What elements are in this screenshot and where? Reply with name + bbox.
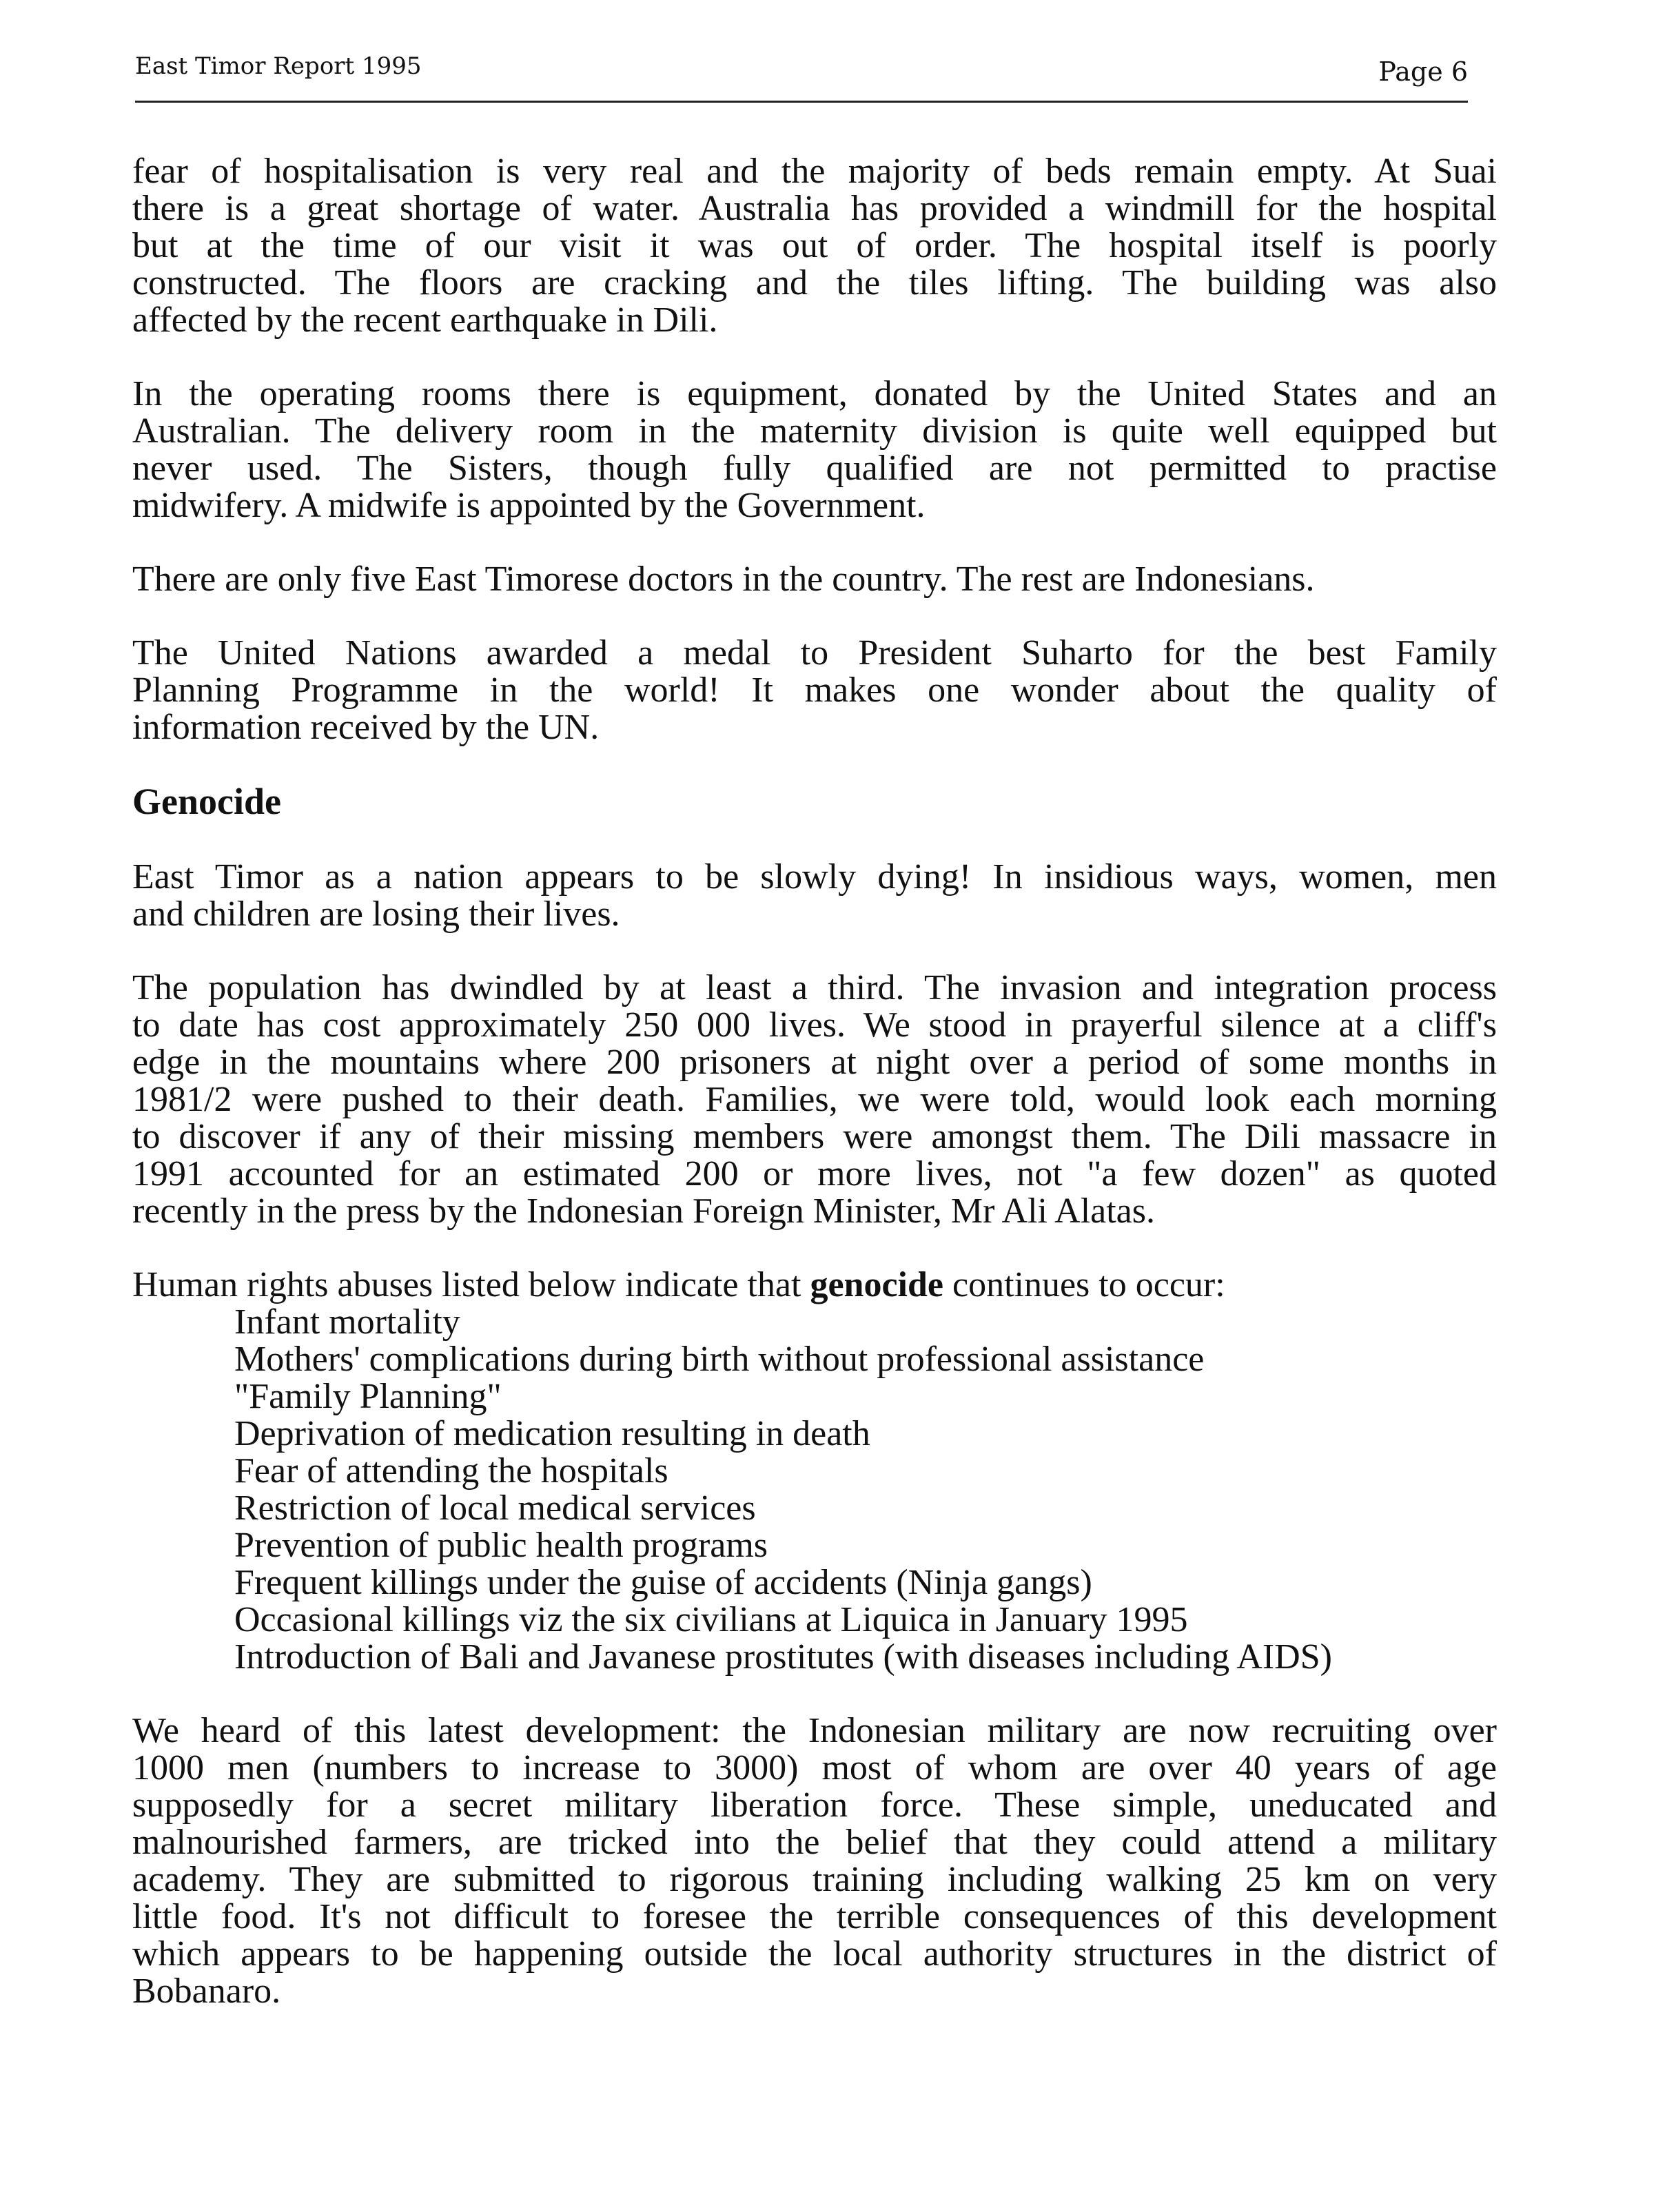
text-line: 1981/2 were pushed to their death. Families, we were told, would look each morning bbox=[132, 1080, 1497, 1119]
text-line: 1991 accounted for an estimated 200 or more lives, not "a few dozen" as quoted bbox=[132, 1154, 1497, 1194]
text-line: We heard of this latest development: the Indonesian military are now recruiting over bbox=[132, 1711, 1497, 1750]
abuses-intro-end: continues to occur: bbox=[943, 1265, 1225, 1304]
text-line: to discover if any of their missing members were amongst them. The Dili massacre in bbox=[132, 1117, 1497, 1156]
text-line: In the operating rooms there is equipment, donated by the United States and an bbox=[132, 374, 1497, 413]
text-line: malnourished farmers, are tricked into the belief that they could attend a military bbox=[132, 1823, 1497, 1862]
list-item: Fear of attending the hospitals bbox=[234, 1451, 668, 1491]
list-item: Prevention of public health programs bbox=[234, 1526, 768, 1565]
text-line: and children are losing their lives. bbox=[132, 894, 620, 934]
text-line: to date has cost approximately 250 000 lives. We stood in prayerful silence at a cliff's bbox=[132, 1005, 1497, 1045]
text-line: supposedly for a secret military liberation force. These simple, uneducated and bbox=[132, 1785, 1497, 1825]
text-line: Planning Programme in the world! It makes one wonder about the quality of bbox=[132, 670, 1497, 710]
abuses-intro-text: Human rights abuses listed below indicate that bbox=[132, 1265, 810, 1304]
paragraph-un-medal bbox=[132, 635, 1497, 746]
list-item: Occasional killings viz the six civilians at Liquica in January 1995 bbox=[234, 1600, 1188, 1639]
paragraph-operating-rooms bbox=[132, 376, 1497, 524]
text-line: Australian. The delivery room in the maternity division is quite well equipped but bbox=[132, 411, 1497, 451]
paragraph-population bbox=[132, 970, 1497, 1230]
text-line: recently in the press by the Indonesian Foreign Minister, Mr Ali Alatas. bbox=[132, 1191, 1155, 1231]
text-line: affected by the recent earthquake in Dili. bbox=[132, 300, 718, 340]
list-item: Infant mortality bbox=[234, 1302, 460, 1342]
list-item: Restriction of local medical services bbox=[234, 1488, 756, 1528]
paragraph-hospital-conditions bbox=[132, 153, 1497, 339]
text-line: but at the time of our visit it was out of order. The hospital itself is poorly bbox=[132, 226, 1497, 265]
text-line: little food. It's not difficult to foresee the terrible consequences of this development bbox=[132, 1897, 1497, 1936]
page-header bbox=[135, 48, 1468, 103]
list-item: Frequent killings under the guise of accidents (Ninja gangs) bbox=[234, 1563, 1092, 1602]
section-heading-genocide: Genocide bbox=[132, 781, 281, 822]
text-line: Bobanaro. bbox=[132, 1972, 281, 2011]
text-line: The population has dwindled by at least a third. The invasion and integration process bbox=[132, 968, 1497, 1007]
page-number: Page 6 bbox=[1378, 57, 1468, 87]
text-line: 1000 men (numbers to increase to 3000) most of whom are over 40 years of age bbox=[132, 1748, 1497, 1788]
text-line: The United Nations awarded a medal to President Suharto for the best Family bbox=[132, 633, 1497, 673]
text-line: which appears to be happening outside the local authority structures in the district of bbox=[132, 1934, 1497, 1974]
text-line: information received by the UN. bbox=[132, 708, 600, 747]
paragraph-doctors bbox=[132, 561, 1497, 598]
text-line: fear of hospitalisation is very real and the majority of beds remain empty. At Suai bbox=[132, 152, 1497, 191]
text-line: East Timor as a nation appears to be slowly dying! In insidious ways, women, men bbox=[132, 857, 1497, 897]
text-line: midwifery. A midwife is appointed by the Government. bbox=[132, 486, 926, 525]
abuses-intro-bold: genocide bbox=[810, 1265, 943, 1304]
text-line: constructed. The floors are cracking and the tiles lifting. The building was also bbox=[132, 263, 1497, 303]
text-line: never used. The Sisters, though fully qualified are not permitted to practise bbox=[132, 449, 1497, 488]
report-body bbox=[132, 153, 1497, 2047]
list-item: Mothers' complications during birth without professional assistance bbox=[234, 1340, 1205, 1379]
text-line: There are only five East Timorese doctors in the country. The rest are Indonesians. bbox=[132, 560, 1315, 599]
report-title: East Timor Report 1995 bbox=[135, 52, 422, 80]
paragraph-nation-dying bbox=[132, 859, 1497, 933]
list-item: Introduction of Bali and Javanese prostitutes (with diseases including AIDS) bbox=[234, 1637, 1332, 1677]
abuses-intro bbox=[132, 1267, 1497, 1304]
paragraph-military-recruitment bbox=[132, 1712, 1497, 2010]
text-line: edge in the mountains where 200 prisoners at night over a period of some months in bbox=[132, 1043, 1497, 1082]
list-item: Deprivation of medication resulting in death bbox=[234, 1414, 870, 1453]
abuses-list bbox=[234, 1304, 1497, 1676]
text-line: academy. They are submitted to rigorous training including walking 25 km on very bbox=[132, 1860, 1497, 1899]
text-line: there is a great shortage of water. Australia has provided a windmill for the hospital bbox=[132, 189, 1497, 228]
list-item: "Family Planning" bbox=[234, 1377, 502, 1416]
